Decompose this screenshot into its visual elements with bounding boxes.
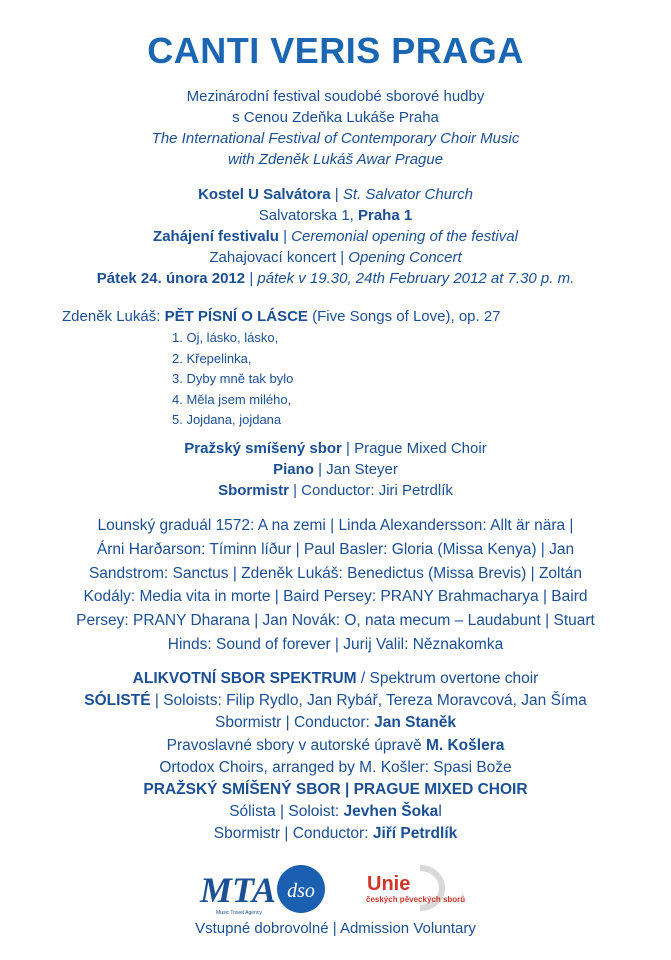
second-concert	[0, 668, 671, 846]
list-item: 2. Křepelinka,	[172, 350, 252, 366]
mta-logo	[199, 870, 276, 916]
ensemble-en: / Spektrum overtone choir	[356, 670, 539, 687]
conductor-label: Sbormistr | Conductor:	[215, 714, 375, 732]
soloists-names: | Soloists: Filip Rydlo, Jan Rybář, Tereza Moravcová, Jan Šíma	[150, 692, 587, 710]
church-name-en: St. Salvator Church	[342, 186, 473, 203]
program-line: Kodály: Media vita in morte | Baird Persey: PRANY Brahmacharya | Baird	[83, 588, 588, 606]
ortodox-en-line: Ortodox Choirs, arranged by M. Košler: Spasi Bože	[159, 758, 512, 776]
choir-en: Prague Mixed Choir	[354, 440, 487, 457]
sponsor-logos	[0, 862, 671, 918]
venue-info	[0, 184, 671, 289]
mta-letters: MTA	[200, 870, 277, 910]
venue-opening	[0, 226, 671, 247]
opening-en: Ceremonial opening of the festival	[291, 228, 518, 245]
piano-label: Piano	[273, 461, 314, 478]
list-item: 1. Oj, lásko, lásko,	[172, 330, 279, 345]
choir-cz: Pražský smíšený sbor	[184, 440, 342, 457]
venue-address	[0, 205, 671, 226]
work-composer: Zdeněk Lukáš:	[62, 308, 165, 325]
conductor-line	[0, 712, 671, 734]
separator: |	[341, 440, 355, 457]
mta-caption: Music Travel Agency	[216, 910, 262, 916]
program-line: Sandstrom: Sanctus | Zdeněk Lukáš: Benedictus (Missa Brevis) | Zoltán	[88, 564, 583, 582]
subtitle-line-en: The International Festival of Contemporary Choir Music	[151, 130, 520, 147]
separator: |	[288, 482, 302, 499]
subtitle-line-prize-en: with Zdeněk Lukáš Awar Prague	[227, 151, 444, 168]
piano-name: Jan Steyer	[326, 461, 398, 478]
city: Praha 1	[358, 207, 413, 224]
subtitle-line-prize-cz: s Cenou Zdeňka Lukáše Praha	[232, 109, 439, 126]
date-cz: Pátek 24. února 2012	[96, 270, 246, 287]
soloist-name-tail: l	[438, 803, 442, 821]
song-list	[172, 328, 293, 431]
unie-logo	[366, 868, 465, 908]
conductor-label: Sbormistr | Conductor:	[213, 825, 373, 843]
venue-church	[0, 184, 671, 205]
ensemble-name: ALIKVOTNÍ SBOR SPEKTRUM	[132, 670, 357, 687]
soloist-label: Sólista | Soloist:	[229, 803, 344, 821]
conductor-name: Conductor: Jiri Petrdlík	[301, 482, 453, 499]
logos-svg	[0, 862, 671, 918]
work-subtitle: (Five Songs of Love), op. 27	[307, 308, 501, 325]
conductor-name: Jan Staněk	[374, 714, 456, 732]
concert-en: Opening Concert	[348, 249, 462, 266]
choir-circle-logo	[277, 865, 325, 913]
work-name: PĚT PÍSNÍ O LÁSCE	[164, 308, 308, 325]
conductor-label: Sbormistr	[218, 482, 289, 499]
festival-title: CANTI VERIS PRAGA	[147, 30, 524, 71]
separator: |	[313, 461, 327, 478]
program-line: Árni Harðarson: Tíminn líður | Paul Basler: Gloria (Missa Kenya) | Jan	[96, 540, 575, 558]
list-item: 3. Dyby mně tak bylo	[172, 371, 294, 386]
conductor-line	[0, 480, 671, 501]
venue-concert	[0, 247, 671, 268]
soloist-line	[0, 801, 671, 823]
work-title	[62, 306, 501, 327]
concert-cz: Zahajovací koncert	[209, 249, 337, 266]
separator: |	[330, 186, 343, 203]
list-item: 5. Jojdana, jojdana	[172, 412, 282, 427]
date-en: pátek v 19.30, 24th February 2012 at 7.30 p. m.	[257, 270, 575, 287]
circle-logo-text: dso	[287, 880, 315, 902]
unie-word: Unie	[367, 873, 411, 895]
orthodox-line	[0, 735, 671, 757]
orthodox-text: Pravoslavné sbory v autorské úpravě	[166, 736, 426, 754]
arranger-name: M. Košlera	[425, 736, 505, 754]
separator: |	[245, 270, 258, 287]
list-item: 4. Měla jsem milého,	[172, 391, 292, 407]
conductor-line-2	[0, 823, 671, 845]
admission-text: Vstupné dobrovolné | Admission Voluntary	[195, 920, 476, 937]
program-list	[0, 514, 671, 657]
program-line: Hinds: Sound of forever | Jurij Valil: Něznakomka	[167, 635, 504, 653]
soloists-line	[0, 690, 671, 712]
opening-cz: Zahájení festivalu	[153, 228, 279, 245]
conductor-name: Jiří Petrdlík	[372, 825, 458, 843]
separator: |	[278, 228, 292, 245]
venue-date	[0, 268, 671, 289]
soloist-name: Jevhen Šoka	[343, 803, 439, 821]
unie-subtitle: českých pěveckých sborů	[366, 895, 466, 904]
admission-footer	[0, 918, 671, 939]
subtitle-line-cz: Mezinárodní festival soudobé sborové hudby	[186, 88, 485, 105]
choir-info	[0, 438, 671, 501]
program-line: Persey: PRANY Dharana | Jan Novák: O, nata mecum – Laudabunt | Stuart	[76, 612, 595, 630]
street: Salvatorska 1,	[258, 207, 358, 224]
separator: |	[336, 249, 349, 266]
piano-line	[0, 459, 671, 480]
soloists-label: SÓLISTÉ	[84, 692, 151, 710]
church-name-cz: Kostel U Salvátora	[198, 186, 331, 203]
festival-subtitle	[0, 86, 671, 170]
program-line: Lounský graduál 1572: A na zemi | Linda Alexandersson: Allt är nära |	[97, 517, 574, 534]
mixed-choir-line: PRAŽSKÝ SMÍŠENÝ SBOR | PRAGUE MIXED CHOIR	[143, 781, 528, 799]
choir-line	[0, 438, 671, 459]
ensemble-line	[0, 668, 671, 690]
